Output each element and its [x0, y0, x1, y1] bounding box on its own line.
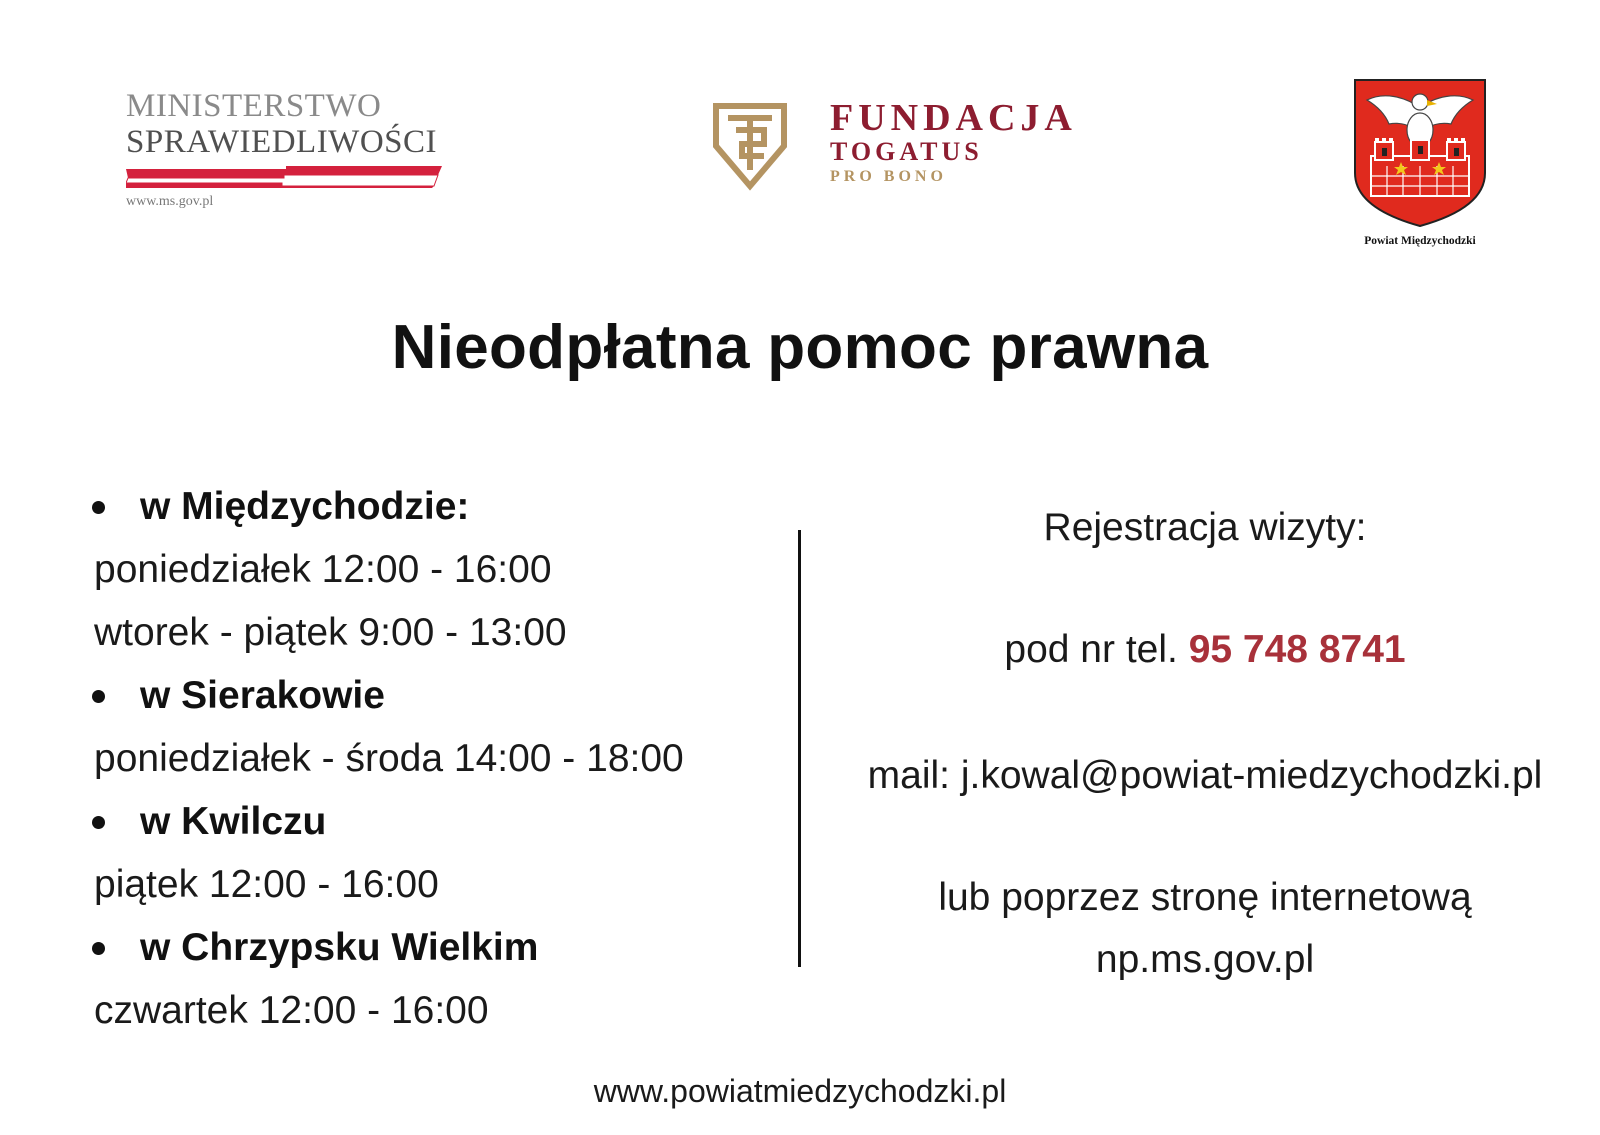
- location-name: w Chrzypsku Wielkim: [140, 926, 539, 969]
- bullet-icon: [92, 942, 105, 955]
- bullet-icon: [92, 816, 105, 829]
- opening-hours: poniedziałek 12:00 - 16:00: [94, 548, 552, 591]
- phone-number-link[interactable]: 95 748 8741: [1188, 628, 1406, 671]
- ministry-url: www.ms.gov.pl: [126, 194, 214, 209]
- opening-hours: poniedziałek - środa 14:00 - 18:00: [94, 737, 684, 780]
- ministry-logo-line2: SPRAWIEDLIWOŚCI: [126, 124, 438, 160]
- location-name: w Międzychodzie:: [140, 485, 470, 528]
- ministry-logo-line1: MINISTERSTWO: [126, 88, 382, 124]
- schedule-list: [90, 475, 790, 1042]
- county-coat-of-arms: [1340, 78, 1500, 253]
- polish-flag-ribbon-icon: [126, 166, 442, 188]
- county-label: Powiat Międzychodzki: [1364, 235, 1476, 247]
- website-link[interactable]: np.ms.gov.pl: [1095, 938, 1315, 981]
- list-item-location: [90, 664, 790, 727]
- location-name: w Sierakowie: [140, 674, 385, 717]
- website-info: lub poprzez stronę internetową: [938, 876, 1472, 919]
- phone-line: [830, 628, 1580, 672]
- foundation-logo: [710, 98, 1130, 198]
- foundation-name-line1: FUNDACJA: [830, 97, 1077, 139]
- foundation-tagline: PRO BONO: [830, 168, 947, 185]
- registration-heading: Rejestracja wizyty:: [1043, 506, 1367, 549]
- togatus-shield-icon: [710, 100, 790, 192]
- phone-prefix: pod nr tel.: [1004, 628, 1178, 671]
- page-title: Nieodpłatna pomoc prawna: [391, 313, 1209, 382]
- list-item-location: [90, 916, 790, 979]
- bullet-icon: [92, 690, 105, 703]
- opening-hours: piątek 12:00 - 16:00: [94, 863, 439, 906]
- coat-of-arms-icon: [1353, 78, 1487, 228]
- list-item-location: [90, 790, 790, 853]
- foundation-name-line2: TOGATUS: [830, 137, 983, 166]
- ministry-logo: [126, 88, 456, 228]
- footer-url[interactable]: www.powiatmiedzychodzki.pl: [593, 1073, 1007, 1109]
- bullet-icon: [92, 501, 105, 514]
- opening-hours: czwartek 12:00 - 16:00: [94, 989, 489, 1032]
- email-link[interactable]: mail: j.kowal@powiat-miedzychodzki.pl: [867, 754, 1543, 797]
- vertical-divider: [798, 530, 801, 967]
- list-item-location: [90, 475, 790, 538]
- location-name: w Kwilczu: [140, 800, 327, 843]
- opening-hours: wtorek - piątek 9:00 - 13:00: [94, 611, 567, 654]
- foundation-wordmark: [830, 98, 1077, 188]
